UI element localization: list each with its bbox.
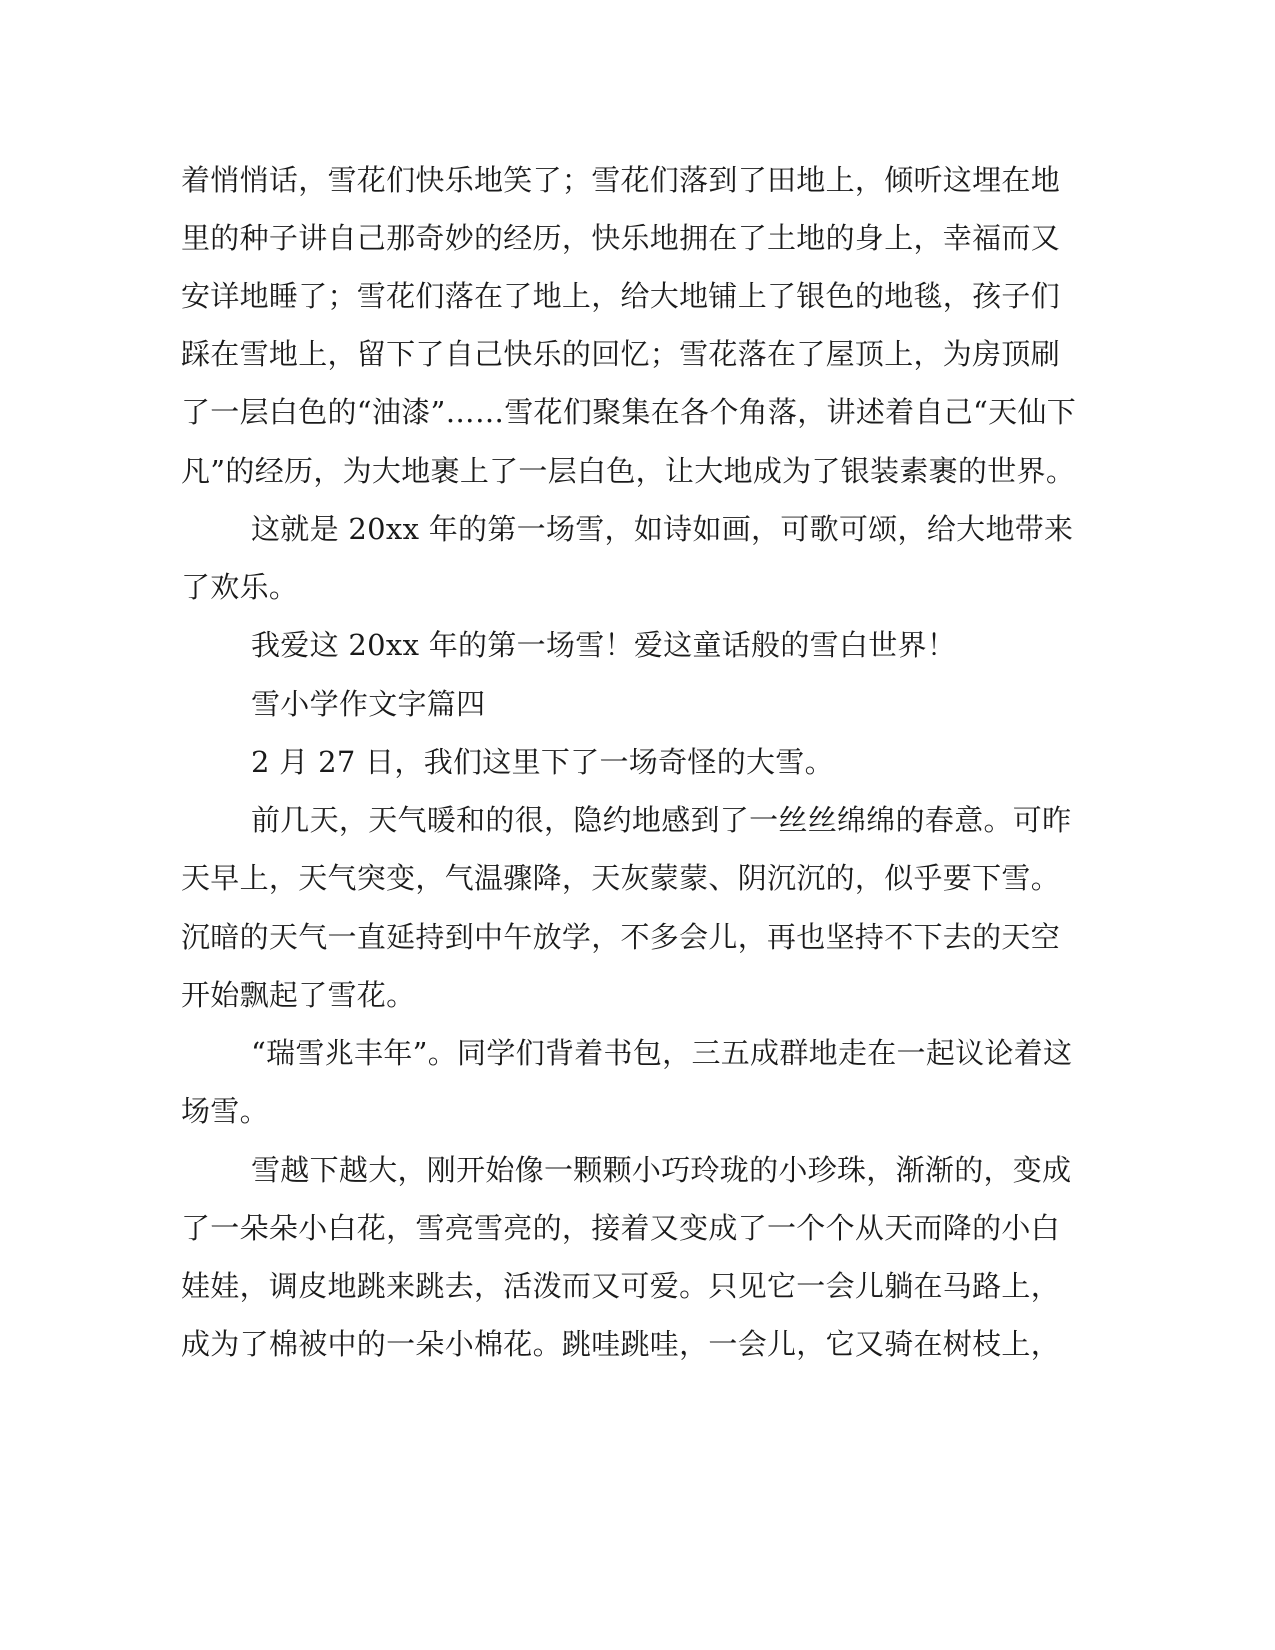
text-line: 成为了棉被中的一朵小棉花。跳哇跳哇，一会儿，它又骑在树枝上， bbox=[181, 1327, 1061, 1361]
text-line: 着悄悄话，雪花们快乐地笑了；雪花们落到了田地上，倾听这埋在地 bbox=[181, 163, 1061, 197]
text-line: 踩在雪地上，留下了自己快乐的回忆；雪花落在了屋顶上，为房顶刷 bbox=[181, 337, 1061, 371]
text-line: 2 月 27 日，我们这里下了一场奇怪的大雪。 bbox=[251, 745, 834, 779]
section-heading: 雪小学作文字篇四 bbox=[251, 687, 486, 721]
text-line: 了欢乐。 bbox=[181, 570, 299, 604]
text-line: 雪越下越大，刚开始像一颗颗小巧玲珑的小珍珠，渐渐的，变成 bbox=[251, 1153, 1072, 1187]
text-line: 天早上，天气突变，气温骤降，天灰蒙蒙、阴沉沉的，似乎要下雪。 bbox=[181, 861, 1061, 895]
text-line: 场雪。 bbox=[181, 1094, 269, 1128]
text-line: 了一层白色的“油漆”……雪花们聚集在各个角落，讲述着自己“天仙下 bbox=[181, 395, 1077, 429]
text-line: 我爱这 20xx 年的第一场雪！爱这童话般的雪白世界！ bbox=[251, 628, 957, 662]
text-line: 安详地睡了；雪花们落在了地上，给大地铺上了银色的地毯，孩子们 bbox=[181, 279, 1061, 313]
text-line: 里的种子讲自己那奇妙的经历，快乐地拥在了土地的身上，幸福而又 bbox=[181, 221, 1061, 255]
text-line: 了一朵朵小白花，雪亮雪亮的，接着又变成了一个个从天而降的小白 bbox=[181, 1211, 1061, 1245]
text-line: 娃娃，调皮地跳来跳去，活泼而又可爱。只见它一会儿躺在马路上， bbox=[181, 1269, 1061, 1303]
text-line: 开始飘起了雪花。 bbox=[181, 978, 416, 1012]
text-line: 沉暗的天气一直延持到中午放学，不多会儿，再也坚持不下去的天空 bbox=[181, 920, 1061, 954]
text-line: 这就是 20xx 年的第一场雪，如诗如画，可歌可颂，给大地带来 bbox=[251, 512, 1074, 546]
text-line: 凡”的经历，为大地裹上了一层白色，让大地成为了银装素裹的世界。 bbox=[181, 454, 1076, 488]
text-line: 前几天，天气暖和的很，隐约地感到了一丝丝绵绵的春意。可昨 bbox=[251, 803, 1072, 837]
text-line: “瑞雪兆丰年”。同学们背着书包，三五成群地走在一起议论着这 bbox=[251, 1036, 1073, 1070]
